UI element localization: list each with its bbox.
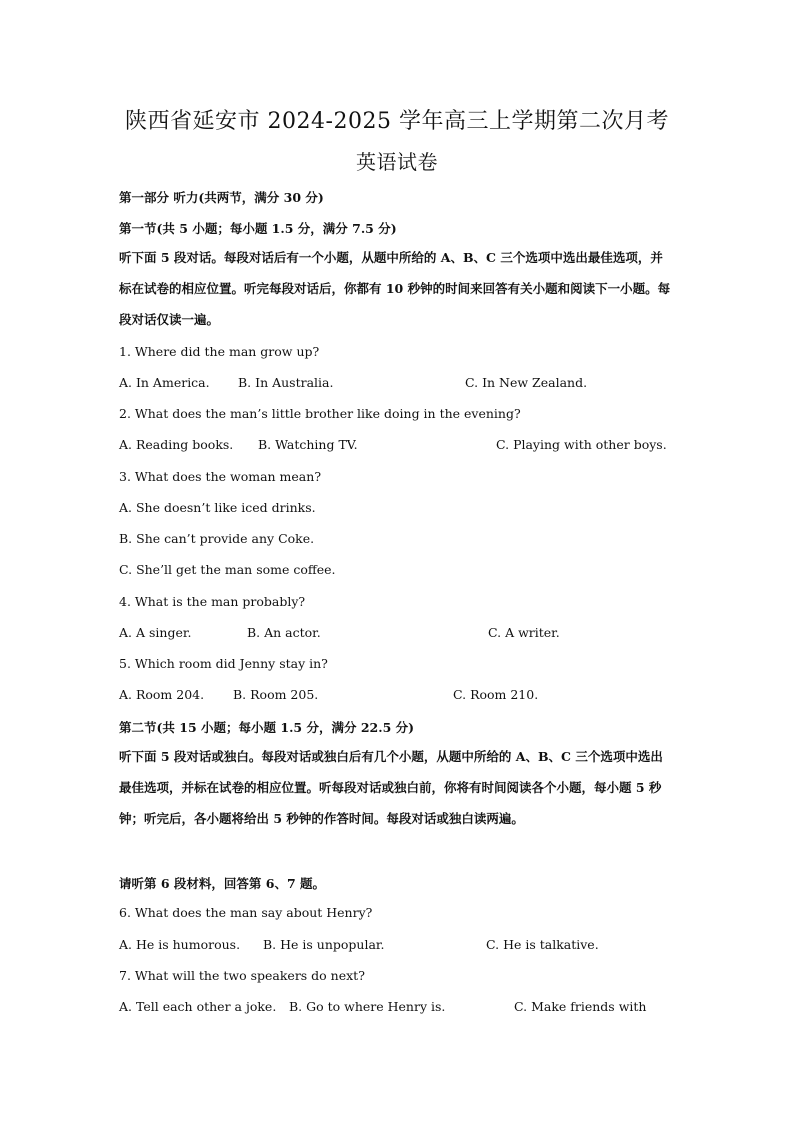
option-b: B. Watching TV. (258, 437, 358, 452)
option-b: B. He is unpopular. (263, 937, 385, 952)
material6-prompt: 请听第 6 段材料，回答第 6、7 题。 (119, 876, 326, 891)
page-subtitle: 英语试卷 (356, 150, 438, 174)
option-c: C. A writer. (488, 625, 560, 640)
question-1-options (119, 375, 679, 393)
question-3-option-b: B. She can’t provide any Coke. (119, 531, 315, 546)
question-3-option-a: A. She doesn’t like iced drinks. (119, 500, 316, 515)
question-6-options (119, 937, 679, 955)
question-5: 5. Which room did Jenny stay in? (119, 656, 328, 671)
option-b: B. Go to where Henry is. (289, 999, 446, 1014)
option-c: C. He is talkative. (486, 937, 599, 952)
section1-instructions: 听下面 5 段对话。每段对话后有一个小题，从题中所给的 A、B、C 三个选项中选出最佳选项，并标在试卷的相应位置。听完每段对话后，你都有 10 秒钟的时间来回答有关小题和阅读下一小题。每段对话仅读一遍。 (119, 250, 671, 328)
option-a: A. A singer. (119, 625, 192, 640)
question-5-options (119, 687, 679, 705)
option-b: B. In Australia. (238, 375, 334, 390)
option-b: B. Room 205. (233, 687, 319, 702)
question-7: 7. What will the two speakers do next? (119, 968, 365, 983)
question-2-options (119, 437, 679, 455)
page-title: 陕西省延安市 2024-2025 学年高三上学期第二次月考 (125, 109, 669, 134)
part1-heading: 第一部分 听力(共两节，满分 30 分) (119, 190, 324, 205)
option-c: C. Make friends with (514, 999, 647, 1014)
option-a: A. Tell each other a joke. (119, 999, 277, 1014)
question-3-option-c: C. She’ll get the man some coffee. (119, 562, 336, 577)
question-4-options (119, 625, 679, 643)
section2-instructions: 听下面 5 段对话或独白。每段对话或独白后有几个小题，从题中所给的 A、B、C 三个选项中选出最佳选项，并标在试卷的相应位置。听每段对话或独白前，你将有时间阅读各个小题，每小题 5 秒钟；听完后，各小题将给出 5 秒钟的作答时间。每段对话或独白读两遍。 (119, 749, 663, 827)
section1-heading: 第一节(共 5 小题；每小题 1.5 分，满分 7.5 分) (119, 221, 397, 236)
option-a: A. Reading books. (119, 437, 234, 452)
question-3: 3. What does the woman mean? (119, 469, 322, 484)
option-b: B. An actor. (247, 625, 321, 640)
option-c: C. Room 210. (453, 687, 539, 702)
question-6: 6. What does the man say about Henry? (119, 905, 373, 920)
question-7-options (119, 999, 679, 1017)
question-4: 4. What is the man probably? (119, 594, 306, 609)
option-a: A. In America. (119, 375, 210, 390)
option-c: C. Playing with other boys. (496, 437, 667, 452)
option-a: A. Room 204. (119, 687, 205, 702)
question-2: 2. What does the man’s little brother like doing in the evening? (119, 406, 521, 421)
question-1: 1. Where did the man grow up? (119, 344, 320, 359)
option-c: C. In New Zealand. (465, 375, 588, 390)
section2-heading: 第二节(共 15 小题；每小题 1.5 分，满分 22.5 分) (119, 720, 415, 735)
option-a: A. He is humorous. (119, 937, 241, 952)
